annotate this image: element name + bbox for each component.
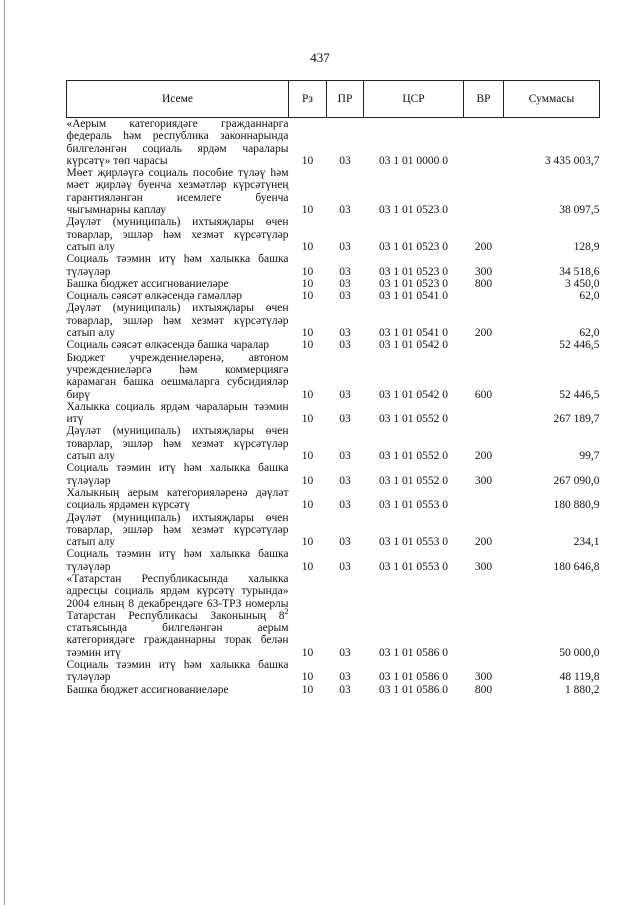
- row-pr: 03: [339, 413, 351, 426]
- header-name: Исеме: [67, 81, 289, 118]
- row-vr: 300: [474, 265, 493, 278]
- table-row: [67, 302, 600, 339]
- table-row: [67, 462, 600, 487]
- row-csr: 03 1 01 0552 0: [379, 413, 448, 426]
- row-csr: 03 1 01 0541 0: [379, 327, 448, 340]
- table-row: [67, 573, 600, 659]
- row-name: Дәүләт (муниципаль) ихтыяҗлары өчен товарлар, эшләр һәм хезмәт күрсәтүләр сатып алу: [66, 302, 289, 340]
- row-csr: 03 1 01 0541 0: [379, 290, 448, 303]
- row-name: Социаль сәясәт өлкәсендә башка чаралар: [66, 339, 270, 352]
- row-sum: 267 189,7: [553, 413, 600, 426]
- row-pr: 03: [339, 474, 351, 487]
- row-name: Башка бюджет ассигнованиеләре: [66, 683, 229, 696]
- row-pr: 03: [339, 671, 351, 684]
- row-rz: 10: [301, 683, 314, 696]
- header-pr: ПР: [327, 81, 364, 118]
- row-rz: 10: [301, 413, 314, 426]
- row-vr: [464, 401, 504, 426]
- row-name: Дәүләт (муниципаль) ихтыяҗлары өчен товарлар, эшләр һәм хезмәт күрсәтүләр сатып алу: [66, 425, 289, 463]
- row-vr: 200: [474, 327, 493, 340]
- table-row: [67, 659, 600, 684]
- row-pr: 03: [339, 204, 351, 217]
- row-csr: 03 1 01 0542 0: [379, 388, 448, 401]
- table-row: [67, 352, 600, 401]
- row-pr: 03: [339, 265, 351, 278]
- table-row: [67, 216, 600, 253]
- row-vr: 300: [474, 474, 493, 487]
- row-csr: 03 1 01 0552 0: [379, 450, 448, 463]
- row-sum: 99,7: [579, 450, 600, 463]
- superscript-mark: 2: [284, 607, 289, 617]
- row-sum: 234,1: [573, 536, 600, 549]
- row-vr: [464, 339, 504, 351]
- row-sum: 1 880,2: [565, 683, 600, 696]
- row-rz: 10: [301, 536, 314, 549]
- table-row: [67, 339, 600, 351]
- row-csr: 03 1 01 0586 0: [379, 683, 448, 696]
- row-rz: 10: [301, 154, 314, 167]
- row-name-part: «Татарстан Республикасында халыкка адресцы социаль ярдәм күрсәтү турында» 2004 елның 8 декабрендәге 63-ТРЗ номерлы Татарстан Республикасы Законының 8: [66, 572, 289, 622]
- row-csr: 03 1 01 0553 0: [379, 560, 448, 573]
- row-rz: 10: [301, 327, 314, 340]
- row-vr: 200: [474, 240, 493, 253]
- row-pr: 03: [339, 290, 351, 303]
- row-sum: 62,0: [579, 327, 600, 340]
- row-csr: 03 1 01 0523 0: [379, 277, 448, 290]
- row-csr: 03 1 01 0553 0: [379, 499, 448, 512]
- table-row: [67, 401, 600, 426]
- row-vr: [464, 573, 504, 659]
- table-row: [67, 253, 600, 278]
- row-name: Дәүләт (муниципаль) ихтыяҗлары өчен товарлар, эшләр һәм хезмәт күрсәтүләр сатып алу: [66, 511, 289, 549]
- row-csr: 03 1 01 0552 0: [379, 474, 448, 487]
- row-name-part: статьясында билгеләнгән аерым категориядәге гражданнарны торак белән тәэмин итү: [66, 622, 289, 659]
- row-pr: 03: [339, 450, 351, 463]
- header-vr: ВР: [464, 81, 504, 118]
- header-sum: Суммасы: [504, 81, 600, 118]
- row-name: Социаль тәэмин итү һәм халыкка башка түләүләр: [66, 462, 289, 487]
- row-vr: 800: [474, 683, 493, 696]
- row-name: Бюджет учреждениеләренә, автоном учреждениеләргә һәм коммерциягә карамаган башка оешмаларга субсидияләр бирү: [66, 351, 289, 401]
- row-name: Дәүләт (муниципаль) ихтыяҗлары өчен товарлар, эшләр һәм хезмәт күрсәтүләр сатып алу: [66, 216, 289, 253]
- table-row: [67, 290, 600, 302]
- row-rz: 10: [301, 560, 314, 573]
- row-rz: 10: [301, 646, 314, 659]
- row-name: Мөет җирләүгә социаль пособие түләү һәм мәет җирләү буенча хезмәтләр күрсәтүнең гарантияләнгән исемлеге буенча чыгымнарны каплау: [66, 167, 289, 217]
- row-rz: 10: [301, 388, 314, 401]
- row-csr: 03 1 01 0523 0: [379, 265, 448, 278]
- row-rz: 10: [301, 339, 314, 352]
- row-sum: 180 646,8: [553, 560, 600, 573]
- row-sum: 62,0: [579, 290, 600, 303]
- row-rz: 10: [301, 240, 314, 253]
- row-vr: 300: [474, 560, 493, 573]
- row-name: Башка бюджет ассигнованиеләре: [66, 277, 229, 290]
- row-sum: 50 000,0: [559, 646, 600, 659]
- row-vr: [464, 118, 504, 168]
- row-name: [67, 573, 289, 659]
- table-row: [67, 118, 600, 168]
- header-csr: ЦСР: [364, 81, 464, 118]
- row-pr: 03: [339, 560, 351, 573]
- row-vr: [464, 290, 504, 302]
- row-pr: 03: [339, 646, 351, 659]
- row-sum: 3 435 003,7: [544, 154, 600, 167]
- page-number: 437: [310, 50, 330, 65]
- row-sum: 52 446,5: [559, 388, 600, 401]
- row-vr: 600: [474, 388, 493, 401]
- row-pr: 03: [339, 499, 351, 512]
- row-vr: [464, 167, 504, 216]
- row-rz: 10: [301, 277, 314, 290]
- row-csr: 03 1 01 0542 0: [379, 339, 448, 352]
- row-pr: 03: [339, 536, 351, 549]
- row-vr: 800: [474, 277, 493, 290]
- row-name: Социаль тәэмин итү һәм халыкка башка түләүләр: [66, 548, 289, 573]
- table-row: [67, 487, 600, 512]
- row-rz: 10: [301, 204, 314, 217]
- row-pr: 03: [339, 327, 351, 340]
- row-rz: 10: [301, 290, 314, 303]
- row-pr: 03: [339, 388, 351, 401]
- row-sum: 128,9: [573, 240, 600, 253]
- budget-table: [66, 80, 600, 696]
- row-name: Социаль тәэмин итү һәм халыкка башка түләүләр: [66, 253, 289, 278]
- row-csr: 03 1 01 0553 0: [379, 536, 448, 549]
- row-rz: 10: [301, 499, 314, 512]
- row-vr: 200: [474, 536, 493, 549]
- row-pr: 03: [339, 339, 351, 352]
- row-sum: 52 446,5: [559, 339, 600, 352]
- row-sum: 48 119,8: [559, 671, 600, 684]
- row-name: Социаль сәясәт өлкәсендә гамәлләр: [66, 290, 242, 303]
- table-header-row: [67, 81, 600, 118]
- table-row: [67, 684, 600, 696]
- row-csr: 03 1 01 0586 0: [379, 671, 448, 684]
- table-row: [67, 278, 600, 290]
- row-pr: 03: [339, 277, 351, 290]
- row-name: Социаль тәэмин итү һәм халыкка башка түләүләр: [66, 659, 289, 684]
- row-sum: 180 880,9: [553, 499, 600, 512]
- row-sum: 38 097,5: [559, 204, 600, 217]
- row-name: Халыкның аерым категорияләренә дәүләт социаль ярдәмен күрсәтү: [66, 486, 289, 512]
- row-csr: 03 1 01 0523 0: [379, 204, 448, 217]
- row-vr: 300: [474, 671, 493, 684]
- row-sum: 34 518,6: [559, 265, 600, 278]
- row-pr: 03: [339, 240, 351, 253]
- row-name: «Аерым категориядәге гражданнарга федераль һәм республика законнарында билгеләнгән социаль ярдәм чаралары күрсәтү» төп чарасы: [66, 118, 289, 167]
- row-pr: 03: [339, 683, 351, 696]
- row-rz: 10: [301, 474, 314, 487]
- row-sum: 3 450,0: [565, 277, 600, 290]
- header-rz: Рз: [289, 81, 327, 118]
- row-rz: 10: [301, 671, 314, 684]
- row-csr: 03 1 01 0523 0: [379, 240, 448, 253]
- row-rz: 10: [301, 450, 314, 463]
- table-row: [67, 425, 600, 462]
- row-csr: 03 1 01 0586 0: [379, 646, 448, 659]
- row-rz: 10: [301, 265, 314, 278]
- row-vr: 200: [474, 450, 493, 463]
- row-csr: 03 1 01 0000 0: [379, 154, 448, 167]
- table-row: [67, 512, 600, 549]
- table-row: [67, 167, 600, 216]
- scan-margin-line: [4, 0, 5, 905]
- row-name: Халыкка социаль ярдәм чараларын тәэмин итү: [66, 400, 289, 426]
- row-pr: 03: [339, 154, 351, 167]
- row-sum: 267 090,0: [553, 474, 600, 487]
- row-vr: [464, 487, 504, 512]
- table-row: [67, 548, 600, 573]
